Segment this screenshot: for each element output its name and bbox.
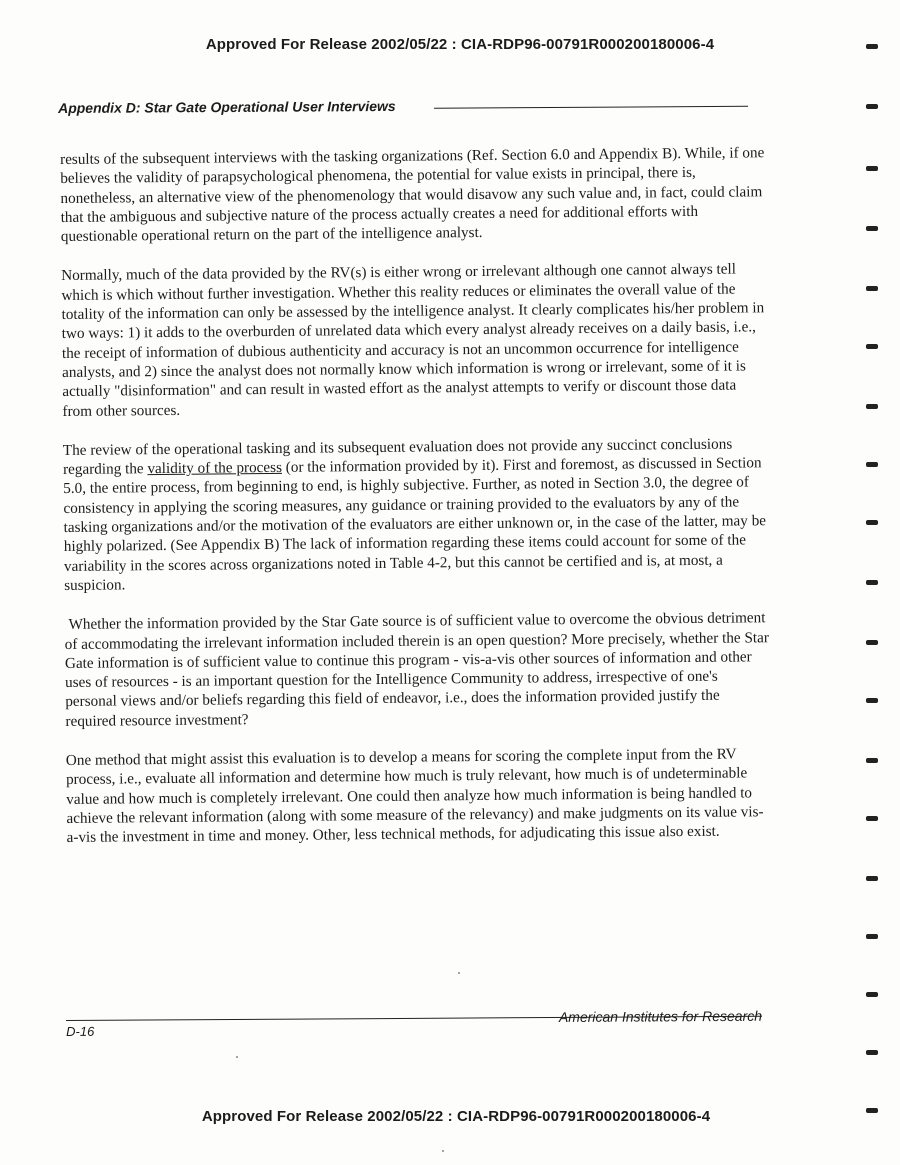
release-stamp-top: Approved For Release 2002/05/22 : CIA-RDP96-00791R000200180006-4 <box>205 36 715 53</box>
paragraph-5: One method that might assist this evaluation is to develop a means for scoring the complete input from the RV process, i.e., evaluate all information and determine how much is truly relevant, how much is of undeterminable value and how much is completely irrelevant. One could then analyze how much information is being handled to achieve the relevant information (along with some measure of the relevancy) and make judgments on its value vis-a-vis the investment in time and money. Other, less technical methods, for adjudicating this issue also exist. <box>65 745 764 847</box>
header-rule <box>434 106 748 109</box>
binder-hole-mark <box>866 104 878 109</box>
organization-name: American Institutes for Research <box>558 1007 763 1025</box>
binder-hole-mark <box>866 934 878 939</box>
binder-hole-mark <box>866 876 878 881</box>
paragraph-3 <box>63 434 769 595</box>
appendix-title: Appendix D: Star Gate Operational User Interviews <box>58 97 396 116</box>
scan-speck <box>442 1150 444 1152</box>
binder-hole-mark <box>866 816 878 821</box>
binder-hole-mark <box>866 344 878 349</box>
binder-hole-mark <box>866 462 878 467</box>
binder-hole-mark <box>866 640 878 645</box>
binder-hole-mark <box>866 44 878 49</box>
running-header <box>58 96 758 118</box>
binder-hole-mark <box>866 758 878 763</box>
paragraph-1: results of the subsequent interviews with the tasking organizations (Ref. Section 6.0 and Appendix B). While, if one believes the validity of parapsychological phenomena, the potential for value exists in principal, there is, nonetheless, an alternative view of the phenomenology that would disavow any such value and, in fact, could claim that the ambiguous and subjective nature of the process actually creates a need for additional efforts with questionable operational return on the part of the intelligence analyst. <box>60 144 765 246</box>
binder-hole-mark <box>866 166 878 171</box>
paragraph-4: Whether the information provided by the Star Gate source is of sufficient value to overcome the obvious detriment of accommodating the irrelevant information included therein is an open question? More precisely, whether the Star Gate information is of sufficient value to continue this program - vis-a-vis other sources of information and other uses of resources - is an important question for the Intelligence Community to address, irrespective of one's personal views and/or beliefs regarding this field of endeavor, i.e., does the information provided justify the required resource investment? <box>64 609 769 730</box>
binder-hole-mark <box>866 226 878 231</box>
paragraph-2: Normally, much of the data provided by the RV(s) is either wrong or irrelevant although one cannot always tell which is which without further investigation. Whether this reality reduces or eliminates the overall value of the totality of the information can only be assessed by the intelligence analyst. It clearly complicates his/her problem in two ways: 1) it adds to the overburden of unrelated data which every analyst already receives on a daily basis, i.e., the receipt of information of dubious authenticity and accuracy is not an uncommon occurrence for intelligence analysts, and 2) since the analyst does not normally know which information is wrong or irrelevant, some of it is actually "disinformation" and can result in wasted effort as the analyst attempts to verify or discount those data from other sources. <box>61 261 765 420</box>
binder-hole-mark <box>866 404 878 409</box>
running-footer <box>66 1007 766 1039</box>
binder-hole-mark <box>866 698 878 703</box>
binder-hole-mark <box>866 992 878 997</box>
binder-hole-mark <box>866 1050 878 1055</box>
scan-speck <box>458 972 460 974</box>
paragraph-3-part-2: (or the information provided by it). First and foremost, as discussed in Section 5.0, the entire process, from beginning to end, is highly subjective. Further, as noted in Section 3.0, the degree of consistency in applying the scoring measures, any guidance or training provided to the evaluators by any of the tasking organizations and/or the motivation of the evaluators are either unknown or, in the case of the latter, may be highly polarized. (See Appendix B) The lack of information regarding these items could account for some of the variability in the scores across organizations noted in Table 4-2, but this cannot be certified and is, at most, a suspicion. <box>63 454 767 594</box>
paragraph-3-part-1: The review of the operational tasking and its subsequent evaluation does not provide any succinct conclusions regarding the <box>62 435 733 479</box>
binder-hole-mark <box>866 286 878 291</box>
release-stamp-bottom: Approved For Release 2002/05/22 : CIA-RDP96-00791R000200180006-4 <box>201 1108 711 1125</box>
scan-speck <box>236 1056 238 1058</box>
body-text <box>60 143 772 867</box>
binder-hole-mark <box>866 520 878 525</box>
binder-hole-mark <box>866 1108 878 1113</box>
underlined-phrase: validity of the process <box>147 459 283 478</box>
page-number: D-16 <box>66 1023 95 1039</box>
binder-hole-mark <box>866 580 878 585</box>
